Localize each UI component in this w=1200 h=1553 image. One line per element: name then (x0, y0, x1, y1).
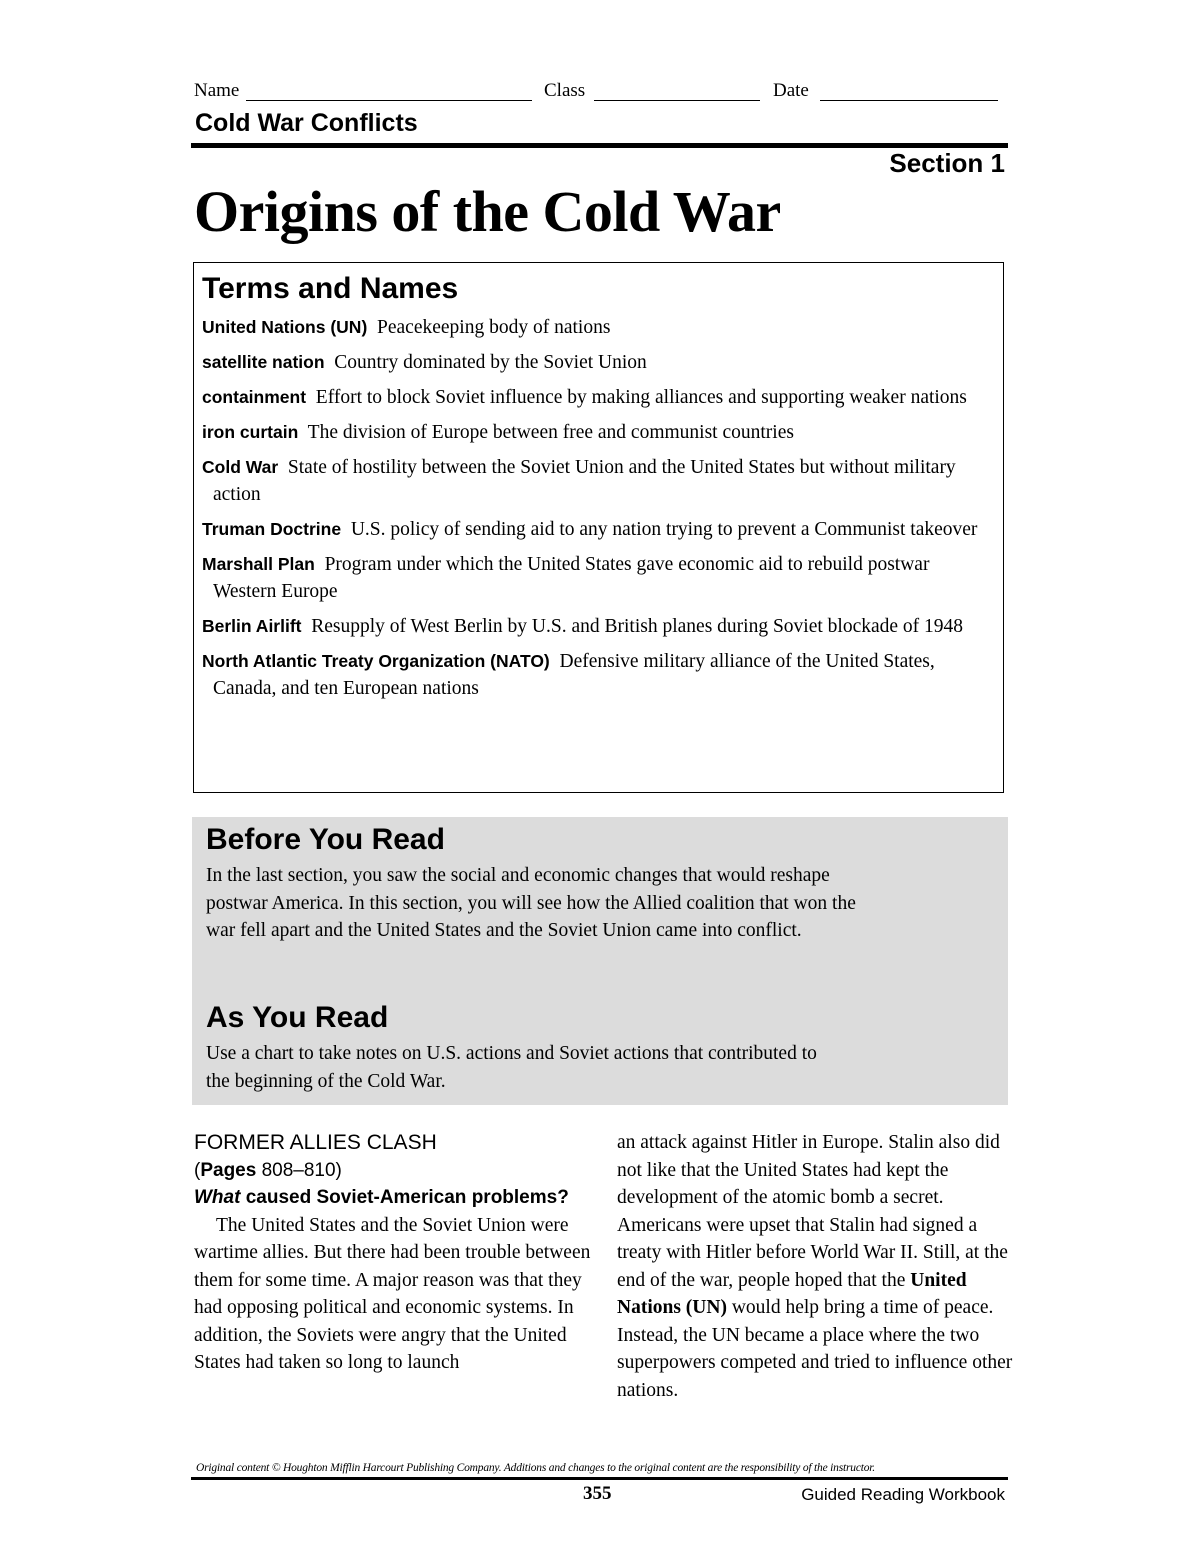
body-paragraph: The United States and the Soviet Union were wartime allies. But there had been trouble between them for some time. A major reason was that they had opposing political and economic systems. In addition, the Soviets were angry that the United States had taken so long to launch (194, 1214, 591, 1373)
term-definition: Effort to block Soviet influence by making alliances and supporting weaker nations (315, 387, 967, 408)
name-label: Name (194, 80, 240, 101)
workbook-title: Guided Reading Workbook (801, 1485, 1005, 1504)
term-item (202, 419, 995, 446)
page-number: 355 (583, 1483, 612, 1504)
as-you-read-heading: As You Read (206, 1001, 389, 1034)
body-column-right (617, 1129, 1017, 1404)
term-item (202, 349, 995, 376)
copyright-notice: Original content © Houghton Mifflin Harcourt Publishing Company. Additions and changes to the original content are the responsibility of the instructor. (196, 1462, 875, 1474)
body-column-left (194, 1129, 594, 1377)
reading-guide-box (192, 817, 1008, 1105)
term-name: iron curtain (202, 422, 299, 442)
term-definition: State of hostility between the Soviet Union and the United States but without military action (213, 457, 956, 505)
page-title: Origins of the Cold War (194, 179, 781, 244)
term-definition: The division of Europe between free and communist countries (307, 422, 794, 443)
term-item (202, 516, 995, 543)
term-item (202, 454, 995, 508)
term-definition: Program under which the United States gave economic aid to rebuild postwar Western Europe (213, 554, 930, 602)
class-label: Class (544, 80, 586, 101)
term-name: United Nations (UN) (202, 317, 368, 337)
term-item (202, 384, 995, 411)
term-name: Truman Doctrine (202, 519, 342, 539)
section-heading: FORMER ALLIES CLASH (194, 1131, 437, 1154)
term-definition: U.S. policy of sending aid to any nation trying to prevent a Communist takeover (350, 519, 978, 540)
term-item (202, 648, 995, 702)
term-definition: Country dominated by the Soviet Union (334, 352, 647, 373)
terms-heading: Terms and Names (202, 272, 459, 305)
before-you-read-text: In the last section, you saw the social and economic changes that would reshape postwar America. In this section, you will see how the Allied coalition that won the war fell apart and the United States and the Soviet Union came into conflict. (206, 865, 856, 941)
term-item (202, 613, 995, 640)
before-you-read-heading: Before You Read (206, 823, 445, 856)
term-definition: Defensive military alliance of the United States, Canada, and ten European nations (213, 651, 935, 699)
class-blank[interactable] (594, 100, 760, 101)
date-blank[interactable] (820, 100, 998, 101)
term-name: Berlin Airlift (202, 616, 302, 636)
term-item (202, 551, 995, 605)
term-definition: Peacekeeping body of nations (377, 317, 611, 338)
guiding-question: What caused Soviet-American problems? (194, 1187, 569, 1208)
page-reference: (Pages 808–810) (194, 1160, 342, 1181)
as-you-read-text: Use a chart to take notes on U.S. actions and Soviet actions that contributed to the beginning of the Cold War. (206, 1043, 817, 1092)
header-divider (191, 143, 1008, 148)
student-info-line (194, 78, 1006, 104)
term-name: satellite nation (202, 352, 325, 372)
name-blank[interactable] (246, 100, 532, 101)
term-name: Cold War (202, 457, 279, 477)
chapter-title: Cold War Conflicts (195, 109, 418, 137)
term-name: North Atlantic Treaty Organization (NATO) (202, 651, 550, 671)
term-name: Marshall Plan (202, 554, 315, 574)
term-name: containment (202, 387, 307, 407)
terms-and-names-box (193, 262, 1004, 793)
body-paragraph-continued: an attack against Hitler in Europe. Stalin also did not like that the United States had kept the development of the atomic bomb a secret. Americans were upset that Stalin had signed a treaty with Hitler before World War II. Still, at the end of the war, people hoped that the United Nations (UN) would help bring a time of peace. Instead, the UN became a place where the two superpowers competed and tried to influence other nations. (617, 1132, 1013, 1401)
date-label: Date (773, 80, 809, 101)
term-item (202, 314, 995, 341)
footer-divider (191, 1477, 1008, 1480)
term-definition: Resupply of West Berlin by U.S. and British planes during Soviet blockade of 1948 (311, 616, 964, 637)
section-label: Section 1 (889, 148, 1005, 178)
key-term-highlight: United Nations (UN) (617, 1269, 967, 1318)
